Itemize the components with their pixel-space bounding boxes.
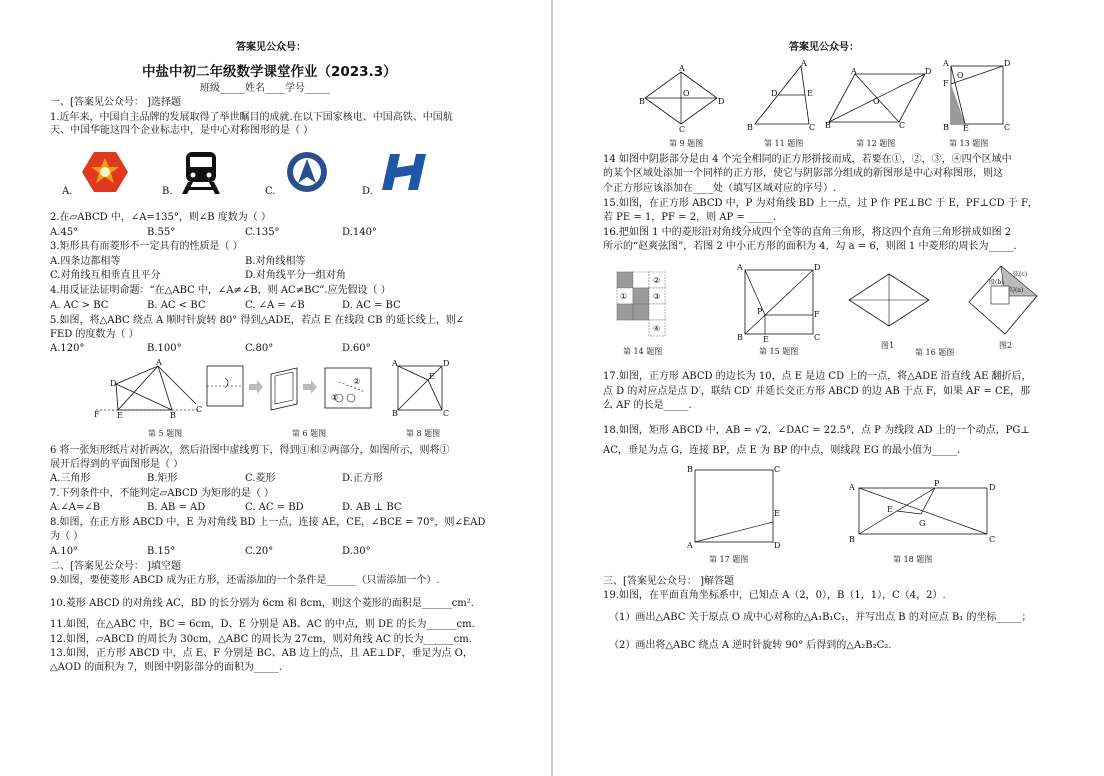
q1-option-c: C. — [265, 186, 276, 197]
fig5-caption: 第 5 题图 — [148, 429, 183, 438]
fig9-caption: 第 9 题图 — [669, 139, 704, 148]
q5-line2: FED 的度数为（ ） — [50, 329, 139, 340]
q19-stem: 19.如图，在平面直角坐标系中，已知点 A（2，0），B（1，1），C（4，2）. — [603, 590, 946, 601]
q8-line2: 为（ ） — [50, 531, 84, 542]
svg-text:D: D — [989, 483, 996, 492]
svg-text:勾(a): 勾(a) — [1009, 287, 1024, 294]
huaneng-logo-icon — [382, 152, 428, 192]
svg-text:B: B — [392, 409, 398, 418]
q6-option-a: A.三角形 — [50, 473, 91, 484]
svg-text:C: C — [899, 121, 906, 130]
svg-text:C: C — [809, 123, 816, 132]
q7-stem: 7.下列条件中，不能判定▱ABCD 为矩形的是（ ） — [50, 488, 275, 499]
svg-text:④: ④ — [653, 324, 661, 333]
q9-text: 9.如图，要使菱形 ABCD 成为正方形，还需添加的一个条件是______（只需添加一个）. — [50, 575, 440, 586]
svg-text:C: C — [814, 333, 821, 342]
svg-text:C: C — [443, 409, 450, 418]
svg-text:O: O — [957, 71, 964, 80]
figure-q6 — [205, 362, 385, 414]
q4-stem: 4.用反证法证明命题：“在△ABC 中，∠A≠∠B，则 AC≠BC”.应先假设（ ） — [50, 285, 391, 296]
svg-text:A: A — [849, 483, 855, 492]
figure-q17 — [685, 464, 781, 550]
fig12-caption: 第 12 题图 — [856, 139, 896, 148]
fig15-caption: 第 15 题图 — [759, 347, 799, 356]
q16-line2: 所示的“赵爽弦图”，若图 2 中小正方形的面积为 4，勾 a = 6，则图 1 中菱形的周长为_____. — [603, 241, 1017, 252]
svg-text:②: ② — [353, 377, 361, 386]
figure-q13 — [943, 58, 1009, 132]
q5-option-c: C.80° — [245, 343, 274, 354]
aerospace-logo-icon — [285, 150, 329, 194]
q4-option-c: C. ∠A = ∠B — [245, 300, 305, 311]
svg-text:A: A — [801, 59, 807, 68]
figure-q15 — [737, 262, 821, 342]
page-title: 中盐中初二年级数学课堂作业（2023.3） — [142, 64, 397, 80]
q3-option-d: D.对角线平分一组对角 — [245, 270, 346, 281]
q5-line1: 5.如图，将△ABC 绕点 A 顺时针旋转 80° 得到△ADE，若点 E 在线段 CB 的延长线上，则∠ — [50, 315, 465, 326]
figure-q16-2 — [965, 262, 1041, 338]
header-left: 答案见公众号： — [236, 42, 306, 53]
svg-text:C: C — [774, 465, 781, 474]
q1-option-d: D. — [362, 186, 373, 197]
svg-text:C: C — [1004, 123, 1011, 132]
svg-text:P: P — [757, 307, 763, 316]
q6-line2: 展开后得到的平面图形是（ ） — [50, 459, 184, 470]
section-3: 三、[答案见公众号： ]解答题 — [603, 576, 734, 587]
q3-option-a: A.四条边都相等 — [50, 256, 121, 267]
svg-text:①: ① — [620, 292, 628, 301]
q1-line1: 1.近年来，中国自主品牌的发展取得了举世瞩目的成就.在以下国家核电、中国高铁、中国航 — [50, 112, 453, 123]
svg-text:D: D — [718, 97, 725, 106]
fig16-2-caption: 图2 — [999, 341, 1013, 350]
svg-text:C: C — [196, 405, 203, 414]
student-line: 班级_____姓名____学号_____ — [200, 83, 330, 94]
svg-text:E: E — [887, 505, 893, 514]
svg-text:D: D — [110, 379, 117, 388]
q8-option-d: D.30° — [342, 546, 371, 557]
q8-line1: 8.如图，在正方形 ABCD 中，E 为对角线 BD 上一点，连接 AE，CE，∠BCE = 70°，则∠EAD — [50, 517, 486, 528]
fig11-caption: 第 11 题图 — [764, 139, 804, 148]
svg-text:①: ① — [331, 393, 339, 402]
q6-option-d: D.正方形 — [342, 473, 383, 484]
svg-text:A: A — [737, 263, 743, 272]
q7-option-c: C. AC = BD — [245, 502, 304, 513]
figure-q8 — [392, 360, 450, 416]
q6-option-c: C.菱形 — [245, 473, 276, 484]
q8-option-b: B.15° — [147, 546, 176, 557]
q2-option-d: D.140° — [342, 227, 377, 238]
fig17-caption: 第 17 题图 — [709, 555, 749, 564]
svg-text:E: E — [117, 411, 123, 420]
q13-line2: △AOD 的面积为 7，则图中阴影部分的面积为_____. — [50, 662, 283, 673]
q6-line1: 6 将一张矩形纸片对折两次，然后沿图中虚线剪下，得到①和②两部分，如图所示，则将① — [50, 445, 450, 456]
svg-text:C: C — [679, 125, 686, 134]
fig18-caption: 第 18 题图 — [893, 555, 933, 564]
svg-text:E: E — [774, 509, 780, 518]
svg-text:D: D — [1004, 59, 1011, 68]
svg-text:E: E — [763, 335, 769, 344]
svg-text:A: A — [851, 67, 857, 76]
svg-text:F: F — [814, 310, 820, 319]
q1-option-a: A. — [62, 186, 73, 197]
q10-text: 10.菱形 ABCD 的对角线 AC，BD 的长分别为 6cm 和 8cm，则这个菱形的面积是______cm². — [50, 598, 474, 609]
svg-text:D: D — [814, 263, 821, 272]
q5-option-b: B.100° — [147, 343, 182, 354]
q8-option-a: A.10° — [50, 546, 79, 557]
q13-line1: 13.如图，正方形 ABCD 中，点 E、F 分别是 BC、AB 边上的点，且 AE⊥DF，垂足为点 O， — [50, 648, 473, 659]
q2-stem: 2.在▱ABCD 中，∠A=135°，则∠B 度数为（ ） — [50, 212, 271, 223]
q5-option-a: A.120° — [50, 343, 85, 354]
svg-text:G: G — [919, 519, 926, 528]
svg-text:B: B — [639, 97, 645, 106]
q1-option-b: B. — [162, 186, 173, 197]
q7-option-a: A.∠A=∠B — [50, 502, 101, 513]
q3-option-b: B.对角线相等 — [245, 256, 306, 267]
q5-option-d: D.60° — [342, 343, 371, 354]
figure-q14 — [613, 268, 687, 340]
svg-text:P: P — [934, 479, 940, 488]
q1-line2: 天、中国华能这四个企业标志中，是中心对称图形的是（ ） — [50, 125, 314, 136]
svg-text:B: B — [943, 123, 949, 132]
svg-text:E: E — [807, 89, 813, 98]
fig14-caption: 第 14 题图 — [623, 347, 663, 356]
figure-q9 — [639, 66, 723, 132]
figure-q11 — [745, 59, 819, 132]
fig6-caption: 第 6 题图 — [292, 429, 327, 438]
svg-text:B: B — [747, 123, 753, 132]
q16-line1: 16.把如图 1 中的菱形沿对角线分成四个全等的直角三角形，将这四个直角三角形拼成如图 2 — [603, 227, 1012, 238]
svg-text:弦(c): 弦(c) — [1013, 271, 1028, 278]
q15-line1: 15.如图，在正方形 ABCD 中，P 为对角线 BD 上一点，过 P 作 PE⊥BC 于 E，PF⊥CD 于 F， — [603, 198, 1038, 209]
svg-text:A: A — [943, 59, 949, 68]
figure-q16-1 — [845, 268, 933, 334]
q2-option-a: A.45° — [50, 227, 79, 238]
svg-text:B: B — [687, 465, 693, 474]
svg-text:C: C — [989, 535, 996, 544]
q8-option-c: C.20° — [245, 546, 274, 557]
q14-line1: 14 如图中阴影部分是由 4 个完全相同的正方形拼接而成，若要在①，②，③，④四个区域中 — [603, 154, 1012, 165]
train-logo-icon — [178, 148, 224, 196]
svg-text:A: A — [679, 64, 685, 73]
svg-text:F: F — [94, 410, 100, 419]
svg-text:③: ③ — [653, 292, 661, 301]
svg-text:D: D — [443, 359, 450, 368]
q18-line1: 18.如图，矩形 ABCD 中，AB = √2，∠DAC = 22.5°，点 P 为线段 AD 上的一个动点，PG⊥ — [603, 425, 1030, 436]
q2-option-b: B.55° — [147, 227, 176, 238]
q19-part1: （1）画出△ABC 关于原点 O 成中心对称的△A₁B₁C₁，并写出点 B 的对应点 B₁ 的坐标_____； — [609, 612, 1032, 623]
section-1: 一、[答案见公众号： ]选择题 — [50, 97, 181, 108]
nuclear-logo-icon — [80, 150, 130, 194]
svg-text:E: E — [429, 372, 435, 381]
svg-text:O: O — [683, 89, 690, 98]
q4-option-b: B. AC < BC — [147, 300, 206, 311]
svg-text:F: F — [943, 79, 949, 88]
q14-line2: 的某个区域处添加一个同样的正方形，使它与阴影部分组成的新图形是中心对称图形，则这 — [603, 168, 1003, 179]
fig16-1-caption: 图1 — [881, 341, 895, 350]
q19-part2: （2）画出将△ABC 绕点 A 逆时针旋转 90° 后得到的△A₂B₂C₂. — [609, 640, 892, 651]
svg-text:D: D — [774, 541, 781, 550]
q3-option-c: C.对角线互相垂直且平分 — [50, 270, 161, 281]
header-right: 答案见公众号： — [789, 42, 859, 53]
svg-text:D: D — [925, 67, 932, 76]
q14-line3: 个正方形应该添加在____处（填写区域对应的序号）. — [603, 183, 837, 194]
q17-line1: 17.如图，正方形 ABCD 的边长为 10，点 E 是边 CD 上的一点，将△ADE 沿直线 AE 翻折后， — [603, 371, 1032, 382]
svg-text:A: A — [156, 358, 162, 367]
svg-text:O: O — [873, 97, 880, 106]
svg-text:E: E — [963, 124, 969, 133]
q2-option-c: C.135° — [245, 227, 280, 238]
right-page — [553, 0, 1104, 776]
svg-text:D: D — [771, 89, 778, 98]
svg-text:A: A — [392, 359, 398, 368]
q7-option-d: D. AB ⊥ BC — [342, 502, 402, 513]
svg-text:②: ② — [653, 276, 661, 285]
fig8-caption: 第 8 题图 — [406, 429, 441, 438]
q6-option-b: B.矩形 — [147, 473, 178, 484]
fig13-caption: 第 13 题图 — [949, 139, 989, 148]
svg-text:股(b): 股(b) — [989, 279, 1004, 286]
q4-option-d: D. AC = BC — [342, 300, 401, 311]
q15-line2: 若 PE = 1，PF = 2，则 AP = _____. — [603, 212, 777, 223]
q4-option-a: A. AC > BC — [50, 300, 109, 311]
svg-text:A: A — [687, 541, 693, 550]
q11-text: 11.如图，在△ABC 中，BC = 6cm，D、E 分别是 AB、AC 的中点，则 DE 的长为______cm. — [50, 619, 475, 630]
svg-text:B: B — [825, 121, 831, 130]
q18-line2: AC，垂足为点 G，连接 BP，点 E 为 BP 的中点，则线段 EG 的最小值为_____. — [603, 445, 961, 456]
q17-line3: 么 AF 的长是_____. — [603, 400, 692, 411]
svg-text:B: B — [737, 333, 743, 342]
q12-text: 12.如图，▱ABCD 的周长为 30cm，△ABC 的周长为 27cm，则对角线 AC 的长为______cm. — [50, 634, 472, 645]
figure-q12 — [825, 67, 932, 130]
svg-text:B: B — [170, 411, 176, 420]
section-2: 二、[答案见公众号： ]填空题 — [50, 561, 181, 572]
q17-line2: 点 D 的对应点是点 D′，联结 CD′ 并延长交正方形 ABCD 的边 AB 于点 F，如果 AF = CE，那 — [603, 386, 1030, 397]
q7-option-b: B. AB = AD — [147, 502, 206, 513]
figure-q18 — [847, 476, 997, 548]
svg-text:B: B — [849, 535, 855, 544]
q3-stem: 3.矩形具有而菱形不一定具有的性质是（ ） — [50, 241, 243, 252]
figure-q5 — [92, 360, 202, 422]
fig16-caption: 第 16 题图 — [915, 348, 955, 357]
